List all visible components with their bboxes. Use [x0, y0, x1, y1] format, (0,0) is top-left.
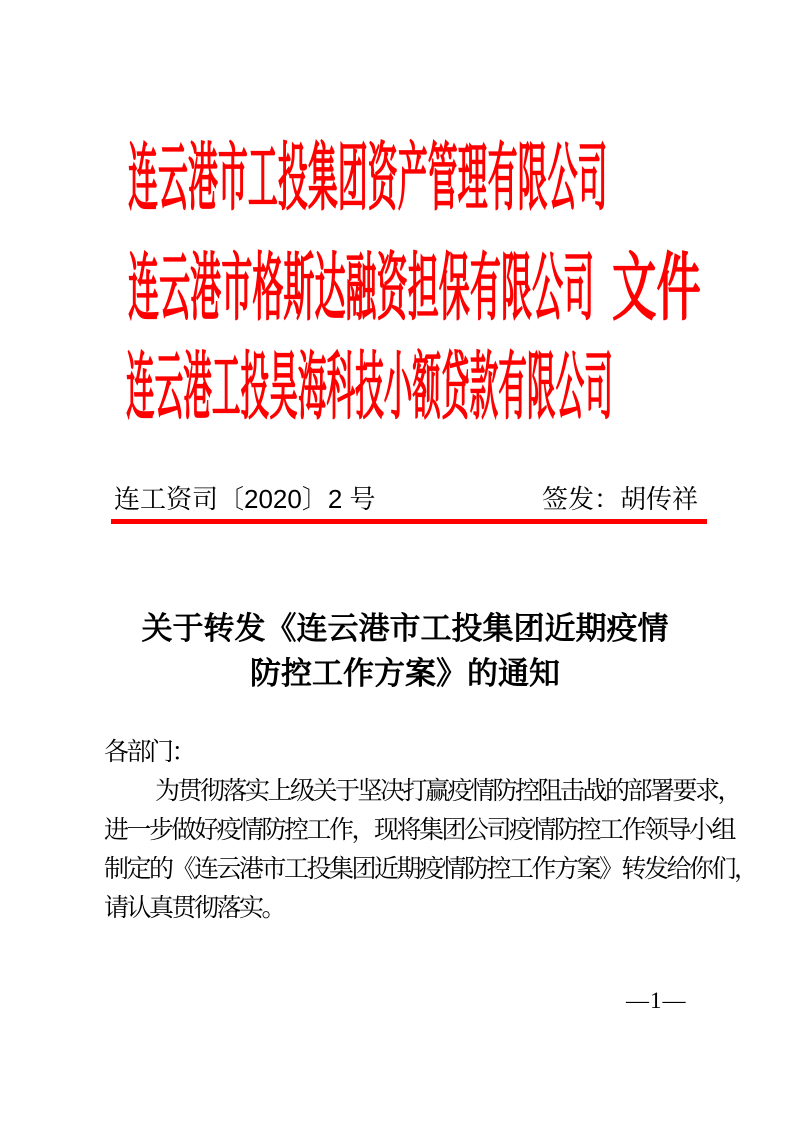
meta-row — [0, 479, 793, 514]
letterhead-company-2: 连云港市格斯达融资担保有限公司 — [128, 248, 595, 330]
doc-title-line-2: 防控工作方案》的通知 — [250, 656, 560, 691]
doc-number: 连工资司〔2020〕2 号 — [114, 484, 376, 514]
body-line: 为贯彻落实上级关于坚决打赢疫情防控阻击战的部署要求， — [155, 777, 741, 805]
body-line: 制定的《连云港市工投集团近期疫情防控工作方案》转发给你们， — [104, 855, 757, 883]
body-line: 请认真贯彻落实。 — [104, 894, 285, 922]
issuer-label: 签发：胡传祥 — [541, 484, 698, 514]
body-line: 进一步做好疫情防控工作，现将集团公司疫情防控工作领导小组 — [104, 816, 735, 844]
letterhead-company-3: 连云港工投昊海科技小额贷款有限公司 — [126, 347, 613, 429]
doc-title-line-1: 关于转发《连云港市工投集团近期疫情 — [141, 611, 669, 646]
letterhead-file-label: 文件 — [612, 248, 701, 330]
page-number: —1— — [626, 988, 687, 1013]
red-separator-rule — [111, 519, 707, 524]
salutation: 各部门： — [104, 738, 195, 766]
letterhead-company-1: 连云港市工投集团资产管理有限公司 — [128, 138, 608, 220]
